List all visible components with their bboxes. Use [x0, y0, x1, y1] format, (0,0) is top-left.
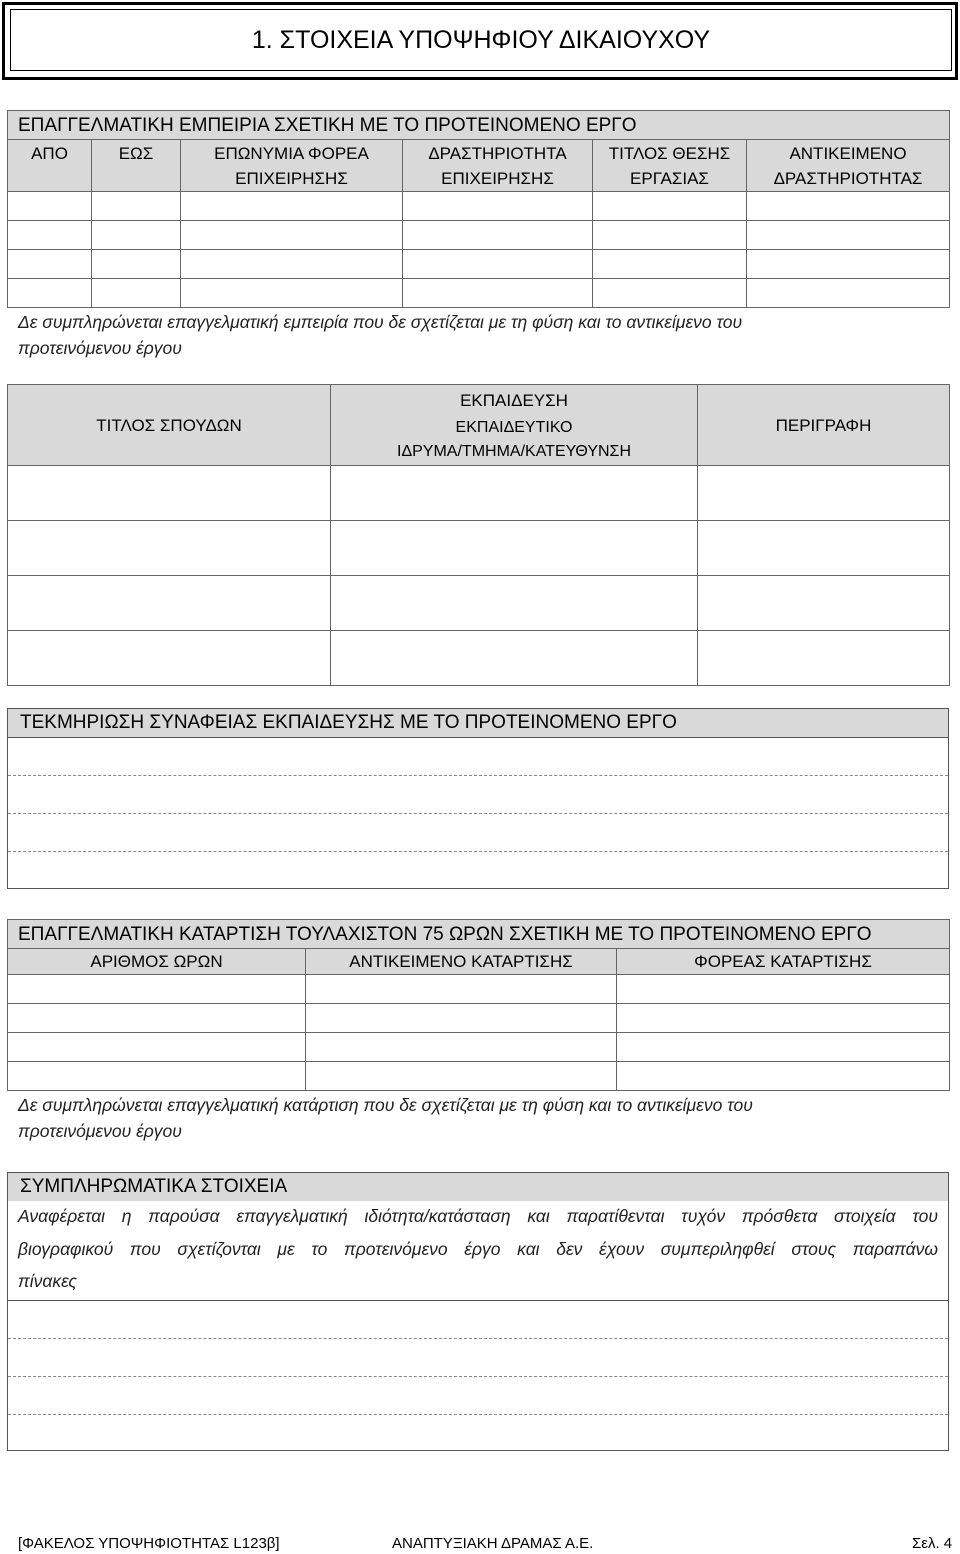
supplementary-text-line-1: Αναφέρεται η παρούσα επαγγελματική ιδιότητα/κατάσταση και παρατίθενται τυχόν πρόσθετα στοιχεία του — [18, 1206, 938, 1226]
table-cell[interactable] — [8, 250, 92, 279]
table-row — [8, 250, 950, 279]
experience-note-line-1: Δε συμπληρώνεται επαγγελματική εμπειρία που δε σχετίζεται με τη φύση και το αντικείμενο του — [18, 312, 743, 332]
training-table — [7, 919, 950, 1091]
table-row — [8, 192, 950, 221]
experience-note — [18, 309, 742, 361]
table-cell[interactable] — [593, 221, 747, 250]
col-company-label-1: ΕΠΩΝΥΜΙΑ ΦΟΡΕΑ — [214, 143, 369, 163]
footer-center: ΑΝΑΠΤΥΞΙΑΚΗ ΔΡΑΜΑΣ Α.Ε. — [392, 1535, 594, 1552]
col-company-label-2: ΕΠΙΧΕΙΡΗΣΗΣ — [235, 168, 348, 188]
table-cell[interactable] — [181, 192, 403, 221]
col-object-label-2: ΔΡΑΣΤΗΡΙΟΤΗΤΑΣ — [773, 168, 923, 188]
experience-col-object — [747, 140, 950, 192]
table-cell[interactable] — [698, 521, 950, 576]
col-position-label-2: ΕΡΓΑΣΙΑΣ — [630, 168, 709, 188]
experience-col-company — [181, 140, 403, 192]
table-row — [8, 576, 950, 631]
table-row — [8, 279, 950, 308]
training-col-provider: ΦΟΡΕΑΣ ΚΑΤΑΡΤΙΣΗΣ — [617, 949, 950, 975]
education-group-header: ΕΚΠΑΙΔΕΥΣΗ — [331, 385, 698, 416]
table-cell[interactable] — [698, 631, 950, 686]
table-cell[interactable] — [8, 1033, 306, 1062]
writing-line[interactable] — [8, 851, 948, 852]
col-to-label: ΕΩΣ — [118, 143, 154, 163]
writing-line[interactable] — [8, 1376, 948, 1377]
education-table — [7, 384, 950, 686]
experience-col-from — [8, 140, 92, 192]
table-cell[interactable] — [593, 279, 747, 308]
table-cell[interactable] — [8, 521, 331, 576]
table-row — [8, 975, 950, 1004]
table-cell[interactable] — [747, 279, 950, 308]
col-activity-label-1: ΔΡΑΣΤΗΡΙΟΤΗΤΑ — [428, 143, 567, 163]
table-row — [8, 631, 950, 686]
training-col-hours: ΑΡΙΘΜΟΣ ΩΡΩΝ — [8, 949, 306, 975]
education-col-institution — [331, 416, 698, 466]
table-cell[interactable] — [617, 975, 950, 1004]
table-cell[interactable] — [8, 279, 92, 308]
table-cell[interactable] — [306, 1004, 617, 1033]
table-cell[interactable] — [403, 250, 593, 279]
training-note — [18, 1092, 753, 1144]
divider — [7, 1300, 949, 1301]
training-col-subject: ΑΝΤΙΚΕΙΜΕΝΟ ΚΑΤΑΡΤΙΣΗΣ — [306, 949, 617, 975]
page-title: 1. ΣΤΟΙΧΕΙΑ ΥΠΟΨΗΦΙΟΥ ΔΙΚΑΙΟΥΧΟΥ — [10, 9, 952, 71]
training-note-line-2: προτεινόμενου έργου — [18, 1121, 182, 1141]
table-cell[interactable] — [698, 466, 950, 521]
table-cell[interactable] — [8, 1062, 306, 1091]
supplementary-description — [18, 1200, 938, 1298]
table-cell[interactable] — [181, 279, 403, 308]
training-note-line-1: Δε συμπληρώνεται επαγγελματική κατάρτιση που δε σχετίζεται με τη φύση και το αντικείμενο του — [18, 1095, 753, 1115]
writing-line[interactable] — [8, 775, 948, 776]
education-col-description: ΠΕΡΙΓΡΑΦΗ — [698, 385, 950, 466]
table-cell[interactable] — [306, 975, 617, 1004]
supplementary-text-line-3: πίνακες — [18, 1271, 77, 1291]
table-cell[interactable] — [8, 192, 92, 221]
table-cell[interactable] — [8, 576, 331, 631]
training-section-title: ΕΠΑΓΓΕΛΜΑΤΙΚΗ ΚΑΤΑΡΤΙΣΗ ΤΟΥΛΑΧΙΣΤΟΝ 75 ΩΡΩΝ ΣΧΕΤΙΚΗ ΜΕ ΤΟ ΠΡΟΤΕΙΝΟΜΕΝΟ ΕΡΓΟ — [8, 920, 950, 949]
col-object-label-1: ΑΝΤΙΚΕΙΜΕΝΟ — [789, 143, 907, 163]
table-cell[interactable] — [331, 576, 698, 631]
table-cell[interactable] — [8, 975, 306, 1004]
table-cell[interactable] — [8, 221, 92, 250]
table-cell[interactable] — [181, 250, 403, 279]
writing-line[interactable] — [8, 1414, 948, 1415]
table-cell[interactable] — [593, 192, 747, 221]
table-cell[interactable] — [403, 192, 593, 221]
writing-line[interactable] — [8, 1338, 948, 1339]
table-row — [8, 1004, 950, 1033]
table-cell[interactable] — [306, 1062, 617, 1091]
table-cell[interactable] — [331, 466, 698, 521]
table-cell[interactable] — [747, 250, 950, 279]
col-position-label-1: ΤΙΤΛΟΣ ΘΕΣΗΣ — [608, 143, 731, 163]
experience-note-line-2: προτεινόμενου έργου — [18, 338, 182, 358]
footer-page-number: Σελ. 4 — [912, 1535, 953, 1552]
table-cell[interactable] — [747, 192, 950, 221]
col-institution-label-1: ΕΚΠΑΙΔΕΥΤΙΚΟ — [455, 419, 573, 437]
table-cell[interactable] — [8, 1004, 306, 1033]
writing-line[interactable] — [8, 813, 948, 814]
experience-section-title: ΕΠΑΓΓΕΛΜΑΤΙΚΗ ΕΜΠΕΙΡΙΑ ΣΧΕΤΙΚΗ ΜΕ ΤΟ ΠΡΟΤΕΙΝΟΜΕΝΟ ΕΡΓΟ — [8, 111, 950, 140]
table-row — [8, 1033, 950, 1062]
experience-col-to — [92, 140, 181, 192]
table-cell[interactable] — [403, 221, 593, 250]
table-cell[interactable] — [306, 1033, 617, 1062]
table-cell[interactable] — [698, 576, 950, 631]
col-institution-label-2: ΙΔΡΥΜΑ/ΤΜΗΜΑ/ΚΑΤΕΥΘΥΝΣΗ — [397, 443, 631, 461]
table-cell[interactable] — [617, 1062, 950, 1091]
table-cell[interactable] — [747, 221, 950, 250]
divider — [7, 737, 949, 738]
experience-col-position — [593, 140, 747, 192]
table-cell[interactable] — [593, 250, 747, 279]
supplementary-text-line-2: βιογραφικού που σχετίζονται με το προτεινόμενο έργο και δεν έχουν συμπεριληφθεί στους παραπάνω — [18, 1238, 938, 1259]
col-from-label: ΑΠΟ — [31, 143, 68, 163]
table-cell[interactable] — [181, 221, 403, 250]
col-activity-label-2: ΕΠΙΧΕΙΡΗΣΗΣ — [441, 168, 554, 188]
experience-col-activity — [403, 140, 593, 192]
table-cell[interactable] — [92, 250, 181, 279]
table-cell[interactable] — [8, 466, 331, 521]
experience-table — [7, 110, 950, 308]
table-row — [8, 466, 950, 521]
table-cell[interactable] — [331, 631, 698, 686]
relevance-section-title: ΤΕΚΜΗΡΙΩΣΗ ΣΥΝΑΦΕΙΑΣ ΕΚΠΑΙΔΕΥΣΗΣ ΜΕ ΤΟ ΠΡΟΤΕΙΝΟΜΕΝΟ ΕΡΓΟ — [8, 709, 948, 737]
table-cell[interactable] — [403, 279, 593, 308]
table-cell[interactable] — [92, 192, 181, 221]
table-row — [8, 1062, 950, 1091]
education-col-title: ΤΙΤΛΟΣ ΣΠΟΥΔΩΝ — [8, 385, 331, 466]
table-cell[interactable] — [617, 1033, 950, 1062]
table-cell[interactable] — [92, 221, 181, 250]
footer-left: [ΦΑΚΕΛΟΣ ΥΠΟΨΗΦΙΟΤΗΤΑΣ L123β] — [18, 1535, 280, 1552]
table-cell[interactable] — [331, 521, 698, 576]
supplementary-section-title: ΣΥΜΠΛΗΡΩΜΑΤΙΚΑ ΣΤΟΙΧΕΙΑ — [8, 1173, 948, 1201]
table-cell[interactable] — [8, 631, 331, 686]
table-cell[interactable] — [92, 279, 181, 308]
table-cell[interactable] — [617, 1004, 950, 1033]
table-row — [8, 221, 950, 250]
table-row — [8, 521, 950, 576]
